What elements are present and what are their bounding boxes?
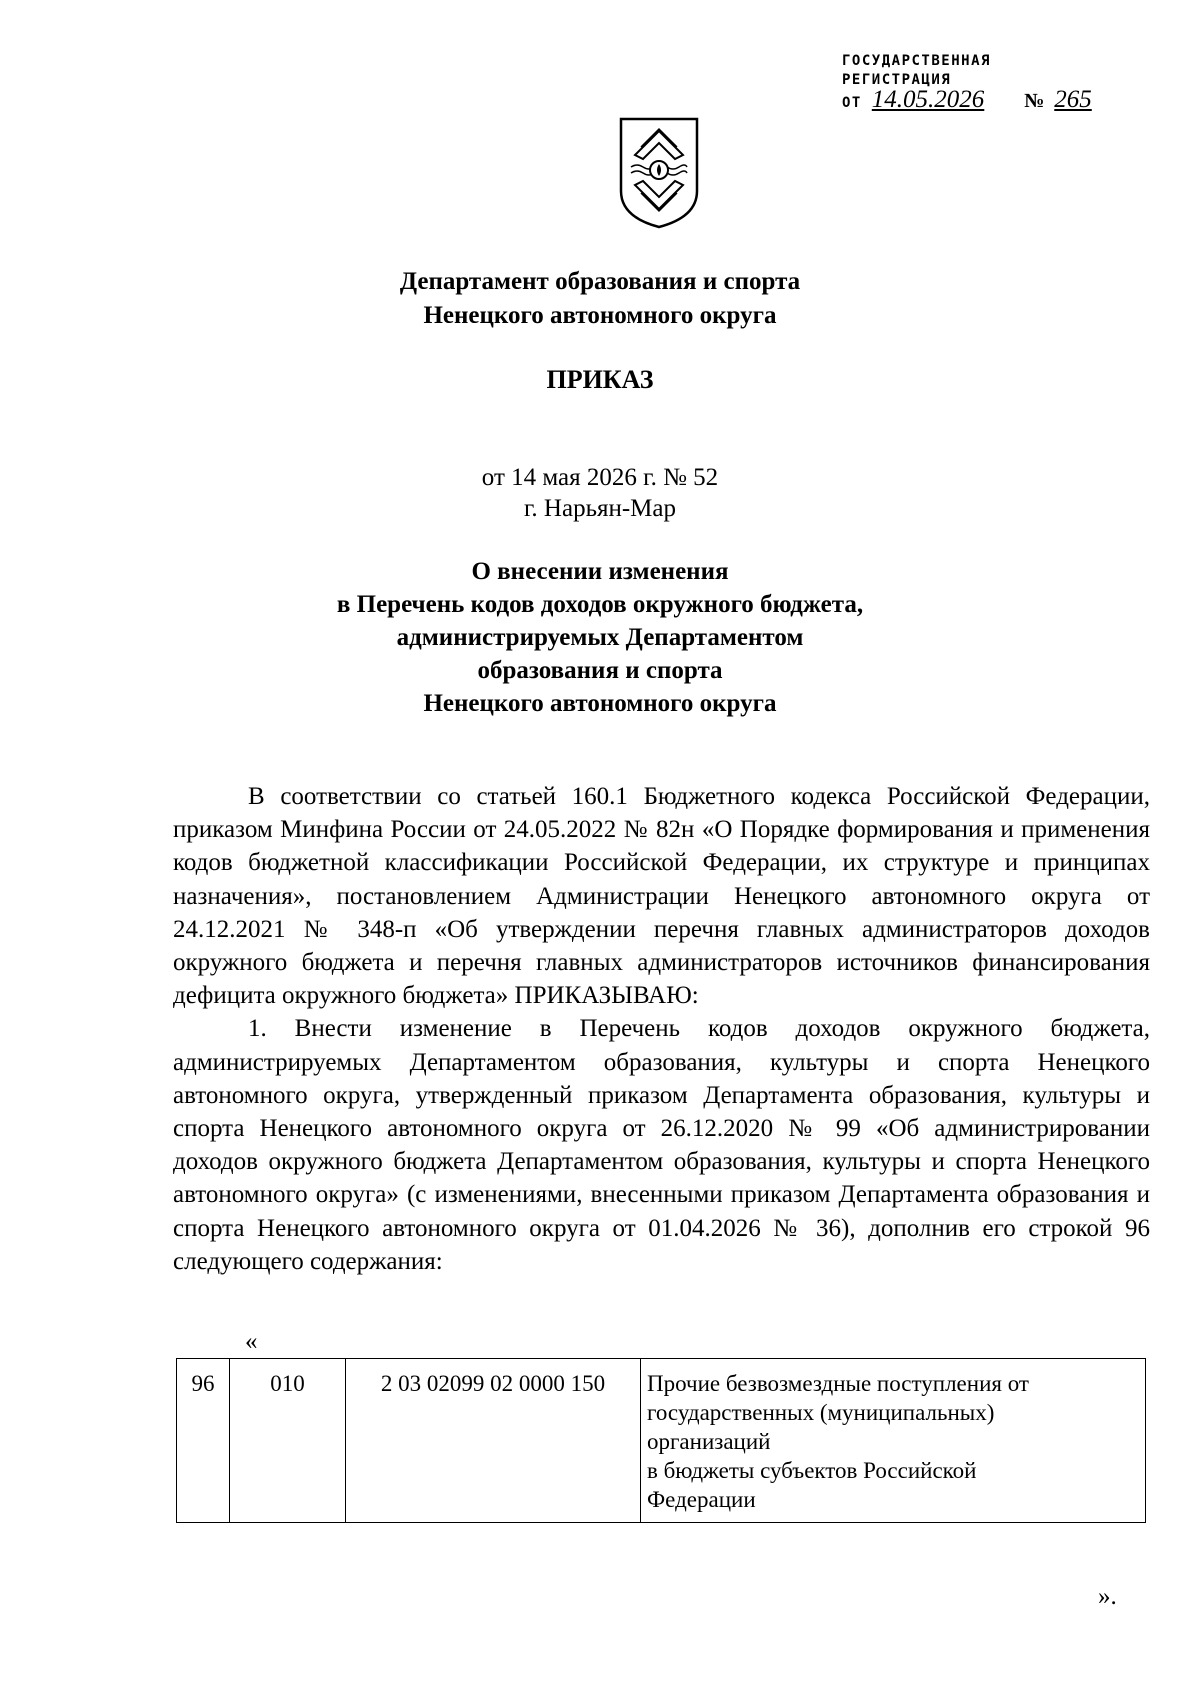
stamp-line-2: РЕГИСТРАЦИЯ xyxy=(842,72,952,88)
income-codes-table xyxy=(176,1358,1146,1523)
paragraph-preamble: В соответствии со статьей 160.1 Бюджетного кодекса Российской Федерации, приказом Минфина России от 24.05.2022 № 82н «О Порядке формирования и применения кодов бюджетной классификации Российской Федерации, их структуре и принципах назначения», постановлением Администрации Ненецкого автономного округа от 24.12.2021 № 348-п «Об утверждении перечня главных администраторов доходов окружного бюджета и перечня главных администраторов источников финансирования дефицита окружного бюджета» ПРИКАЗЫВАЮ: xyxy=(173,783,1150,1010)
description-line-4: в бюджеты субъектов Российской xyxy=(647,1458,977,1483)
row-number-cell: 96 xyxy=(177,1359,230,1523)
title-line-4: образования и спорта xyxy=(477,657,723,684)
stamp-line-1: ГОСУДАРСТВЕННАЯ xyxy=(842,53,991,69)
description-cell xyxy=(641,1359,1146,1523)
admin-code-cell: 010 xyxy=(230,1359,346,1523)
stamp-date: 14.05.2026 xyxy=(871,86,985,113)
org-line-2: Ненецкого автономного округа xyxy=(423,302,777,329)
table-row xyxy=(177,1359,1146,1523)
paragraph-item-1: 1. Внести изменение в Перечень кодов доходов окружного бюджета, администрируемых Департаментом образования, культуры и спорта Ненецкого автономного округа, утвержденный приказом Департамента образования, культуры и спорта Ненецкого автономного округа от 26.12.2020 № 99 «Об администрировании доходов окружного бюджета Департаментом образования, культуры и спорта Ненецкого автономного округа» (с изменениями, внесенными приказом Департамента образования и спорта Ненецкого автономного округа от 01.04.2026 № 36), дополнив его строкой 96 следующего содержания: xyxy=(173,1015,1150,1275)
description-line-1: Прочие безвозмездные поступления от xyxy=(647,1371,1029,1396)
organization-name xyxy=(0,265,1200,333)
closing-quote: ». xyxy=(1098,1583,1117,1610)
document-date: от 14 мая 2026 г. № 52 xyxy=(481,464,719,491)
title-line-2: в Перечень кодов доходов окружного бюджета, xyxy=(336,591,864,618)
title-line-3: администрируемых Департаментом xyxy=(396,624,804,651)
org-line-1: Департамент образования и спорта xyxy=(399,268,801,295)
stamp-number: 265 xyxy=(1054,86,1092,113)
document-date-block xyxy=(0,462,1200,524)
coat-of-arms-icon xyxy=(617,115,701,231)
title-line-5: Ненецкого автономного округа xyxy=(423,690,777,717)
document-title xyxy=(0,555,1200,720)
income-code-cell: 2 03 02099 02 0000 150 xyxy=(346,1359,641,1523)
stamp-date-prefix: ОТ xyxy=(842,95,862,111)
stamp-line-3 xyxy=(842,86,1122,113)
description-line-2: государственных (муниципальных) xyxy=(647,1400,995,1425)
document-body xyxy=(173,780,1150,1278)
document-place: г. Нарьян-Мар xyxy=(523,495,676,522)
opening-quote: « xyxy=(245,1328,258,1355)
description-line-3: организаций xyxy=(647,1429,771,1454)
title-line-1: О внесении изменения xyxy=(471,558,729,585)
stamp-number-sign: № xyxy=(1024,90,1045,112)
registration-stamp xyxy=(842,52,1122,113)
description-line-5: Федерации xyxy=(647,1487,756,1512)
document-type: ПРИКАЗ xyxy=(546,365,654,394)
